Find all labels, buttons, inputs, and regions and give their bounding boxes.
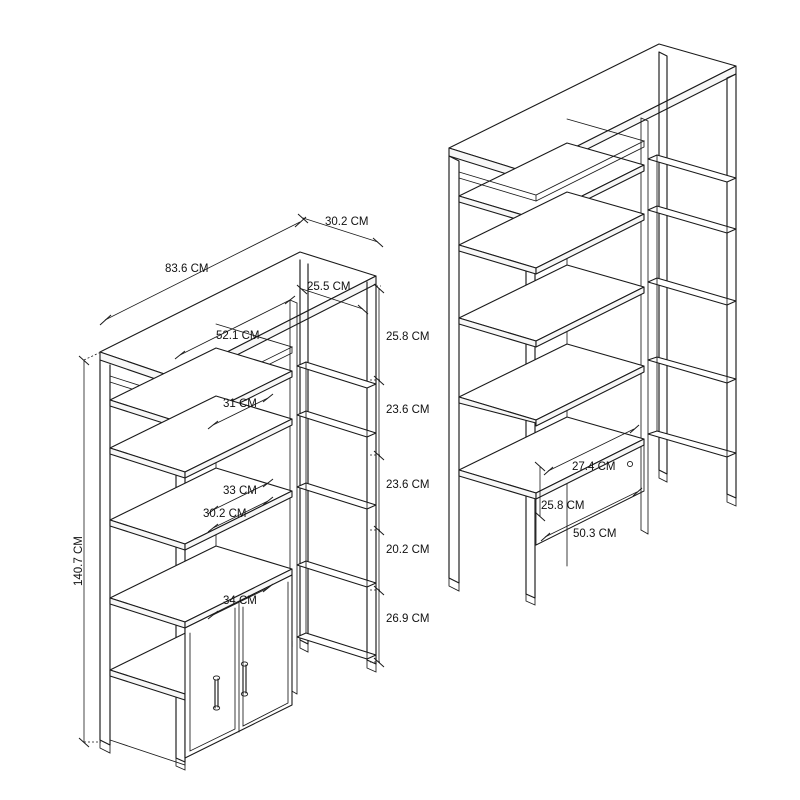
rear-right-bay-shelves <box>648 155 736 494</box>
dim-label-25-8: 25.8 CM <box>386 331 430 343</box>
dim-overall-height <box>73 352 101 747</box>
dim-label-31: 31 CM <box>223 398 257 410</box>
dim-label-33: 33 CM <box>223 485 257 497</box>
dim-label-20-2: 20.2 CM <box>386 544 430 556</box>
dim-label-26-9: 26.9 CM <box>386 613 430 625</box>
rear-right-view <box>449 44 736 605</box>
dim-label-34: 34 CM <box>223 595 257 607</box>
dim-tier-stack <box>370 284 429 667</box>
dim-label-25-8-rear: 25.8 CM <box>541 500 585 512</box>
dim-back-panel-width <box>541 488 642 541</box>
front-right-bay-shelves <box>297 362 376 660</box>
dim-overall-depth <box>298 214 383 247</box>
dim-label-30-2-top: 30.2 CM <box>325 216 369 228</box>
dim-label-50-3: 50.3 CM <box>573 528 617 540</box>
dim-label-23-6-b: 23.6 CM <box>386 479 430 491</box>
dim-label-25-5: 25.5 CM <box>307 281 351 293</box>
rear-left-bay-shelves <box>459 143 644 499</box>
dim-label-23-6-a: 23.6 CM <box>386 404 430 416</box>
dim-label-30-2-mid: 30.2 CM <box>203 508 247 520</box>
front-left-view <box>73 214 429 770</box>
dim-label-83-6: 83.6 CM <box>165 263 209 275</box>
dim-label-140-7: 140.7 CM <box>73 536 85 586</box>
dim-label-52-1: 52.1 CM <box>216 330 260 342</box>
dim-label-27-4: 27.4 CM <box>572 461 616 473</box>
